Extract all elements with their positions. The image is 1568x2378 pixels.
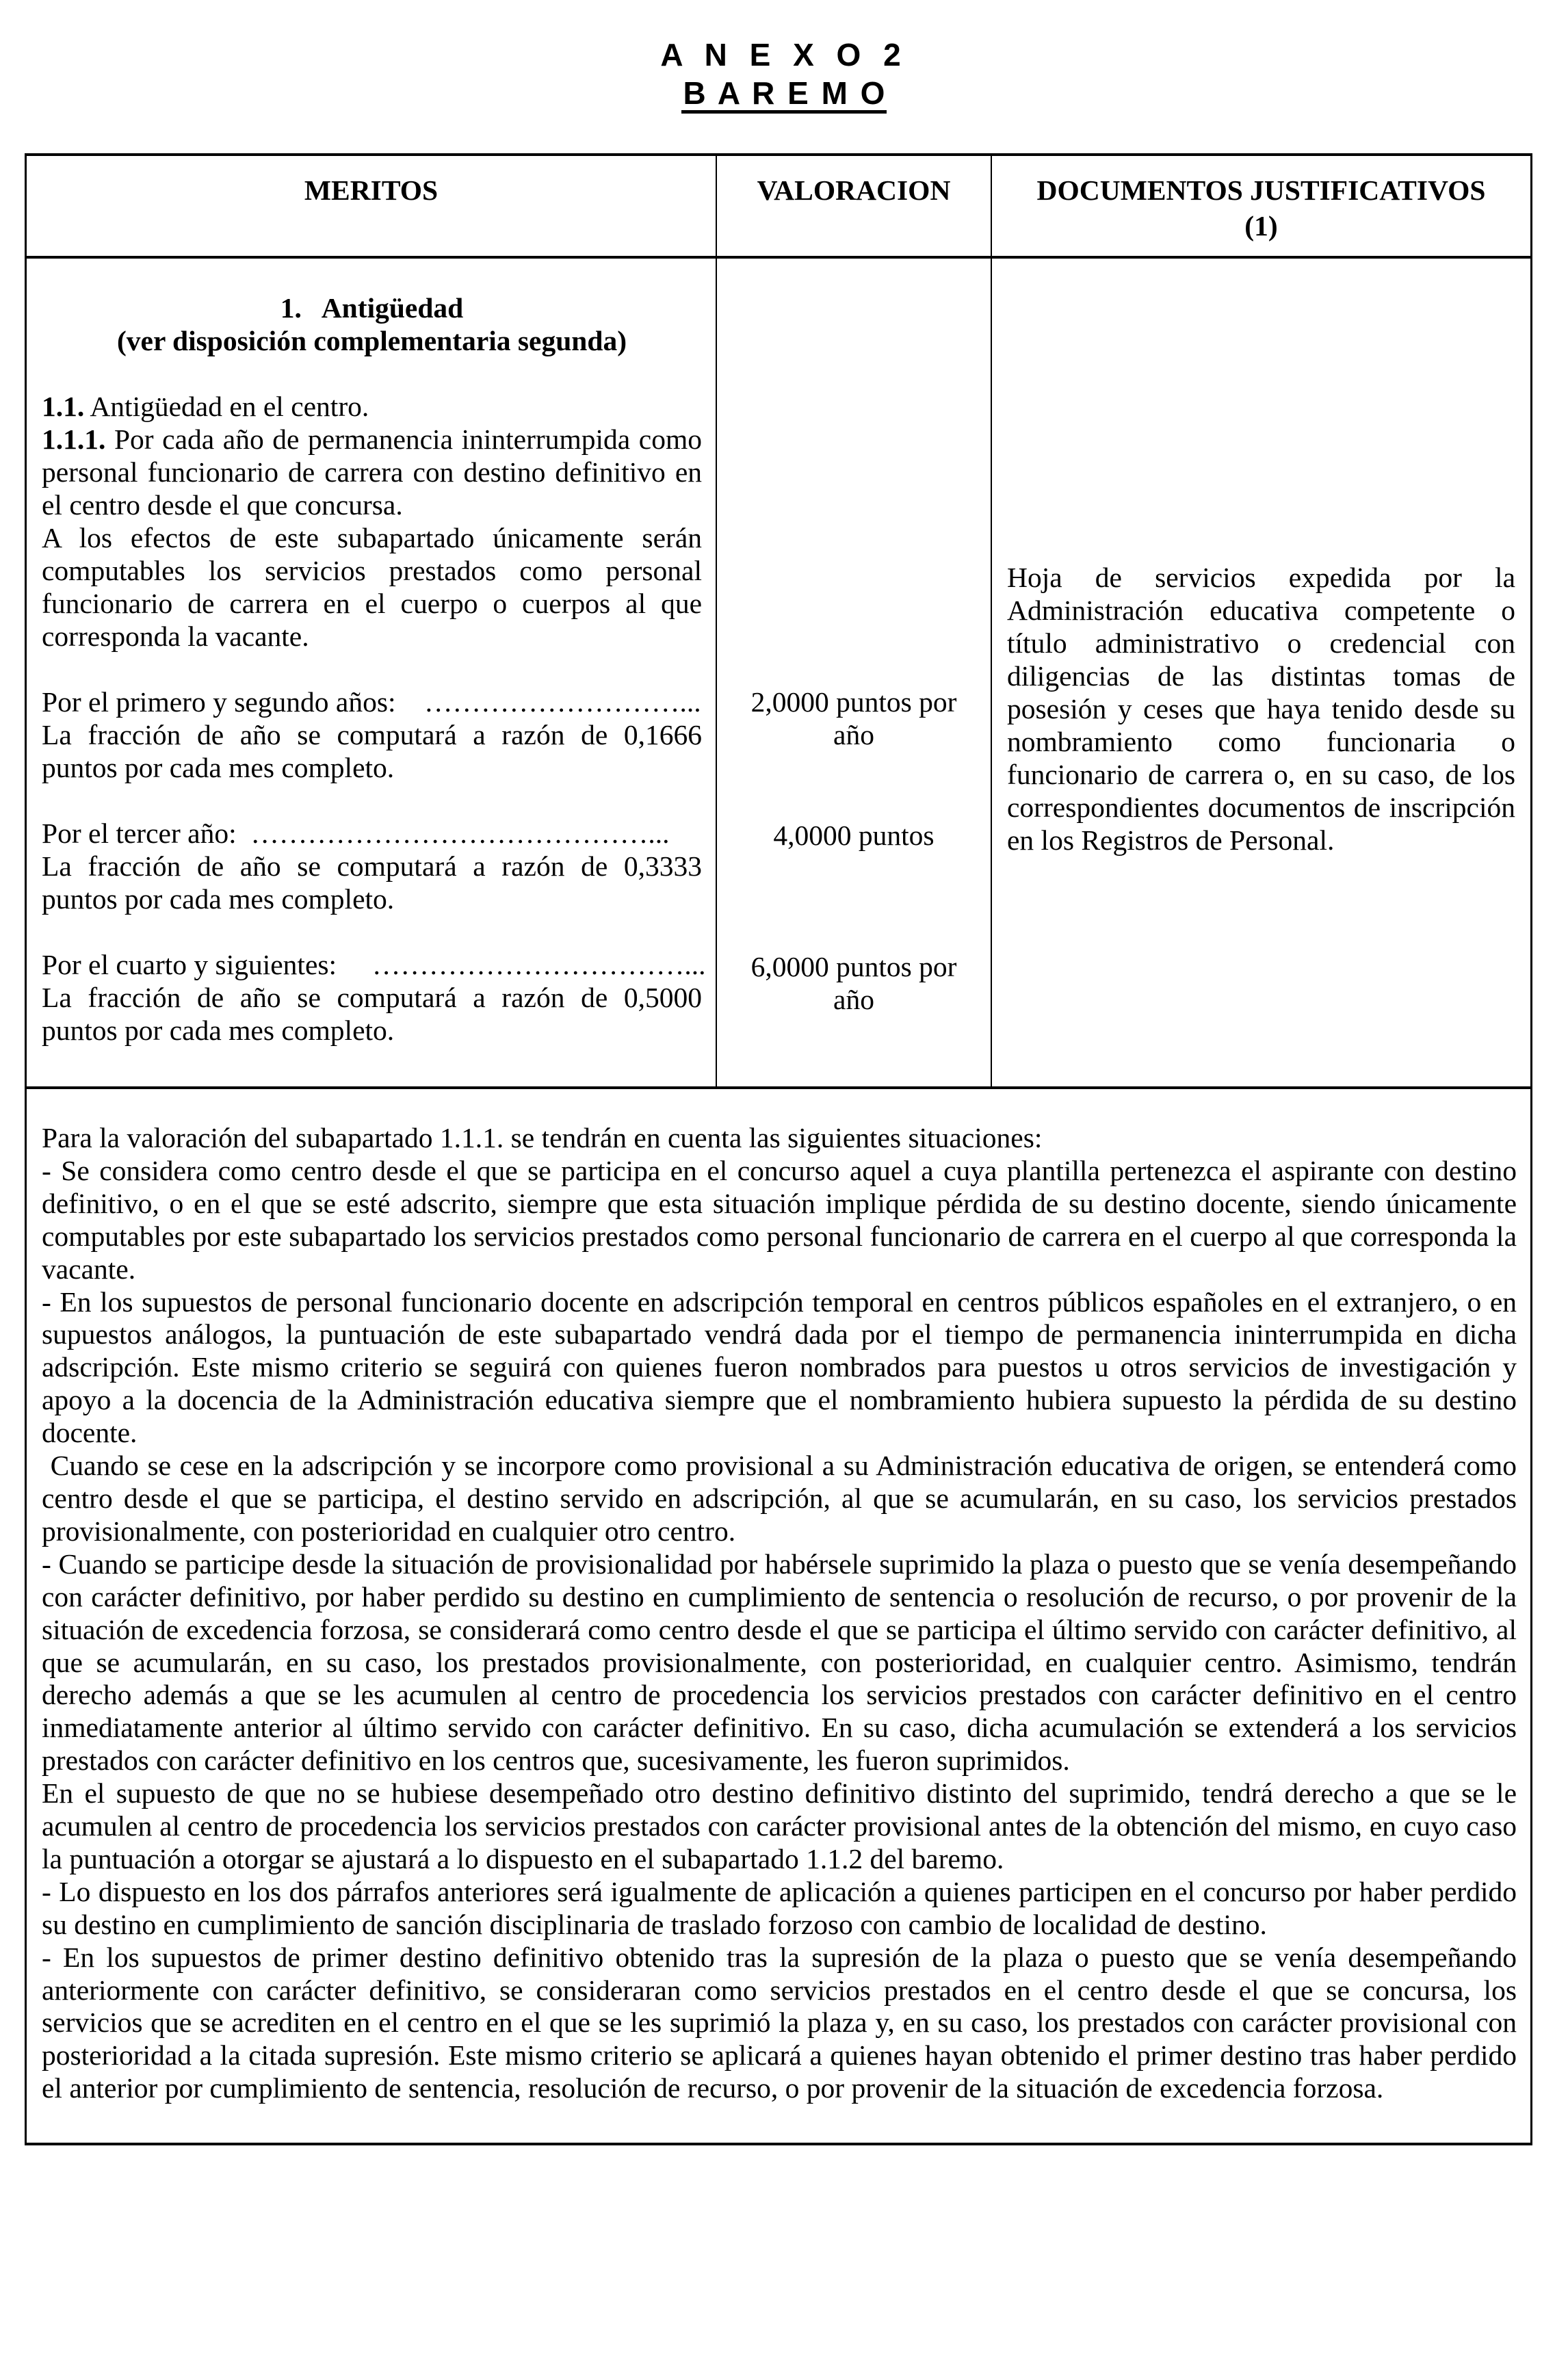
note-paragraph: Cuando se cese en la adscripción y se incorpore como provisional a su Administración educativa de origen, se entenderá como centro desde el que se participa, el destino servido en adscripción, al que se acumularán, en su caso, los servicios prestados provisionalmente, con posterioridad en cualquier otro centro. — [42, 1450, 1524, 1547]
section-title: 1. Antigüedad — [280, 292, 464, 324]
item-1-1-1-text: Por cada año de permanencia ininterrumpida como personal funcionario de carrera con destino definitivo en el centro desde el que concursa. — [42, 423, 702, 521]
table-row-antiguedad — [27, 257, 1530, 1089]
header-documentos — [992, 156, 1530, 256]
notes-row — [27, 1088, 1530, 2143]
table-header-row — [27, 156, 1530, 259]
item-1-1-number: 1.1. — [42, 391, 85, 422]
item-1-1 — [42, 390, 702, 423]
header-meritos-label: MERITOS — [304, 174, 439, 206]
valoracion-primero-line2: año — [833, 719, 874, 750]
baremo-table — [25, 153, 1532, 2145]
cuarto-fraction: La fracción de año se computará a razón de 0,5000 puntos por cada mes completo. — [42, 982, 702, 1046]
annex-title: A N E X O 2 — [660, 37, 908, 73]
valoracion-cuarto-line2: año — [833, 984, 874, 1015]
documentos-cell — [992, 257, 1530, 1086]
item-1-1-1 — [42, 423, 702, 521]
section-subtitle: (ver disposición complementaria segunda) — [116, 325, 627, 356]
note-paragraph: Para la valoración del subapartado 1.1.1. se tendrán en cuenta las siguientes situaciones: — [42, 1122, 1043, 1153]
note-paragraph: - En los supuestos de personal funcionario docente en adscripción temporal en centros públicos españoles en el extranjero, o en supuestos análogos, la puntuación de este subapartado vendrá dada por el tiempo de permanencia ininterrumpida en dicha adscripción. Este mismo criterio se seguirá con quienes fueron nombrados para puestos u otros servicios de investigación y apoyo a la docencia de la Administración educativa siempre que el nombramiento hubiera supuesto la pérdida de su destino docente. — [42, 1285, 1517, 1449]
baremo-title — [0, 74, 1568, 114]
primero-fraction: La fracción de año se computará a razón de 0,1666 puntos por cada mes completo. — [42, 719, 702, 783]
documentos-text: Hoja de servicios expedida por la Administración educativa competente o título administrativo o credencial con diligencias de las distintas tomas de posesión y ceses que haya tenido desde su nombramiento como funcionaria o funcionario de carrera o, en su caso, de los correspondientes documentos de inscripción en los Registros de Personal. — [1007, 562, 1515, 856]
valoracion-cuarto-line1: 6,0000 puntos por — [750, 951, 957, 982]
note-paragraph: En el supuesto de que no se hubiese desempeñado otro destino definitivo distinto del suprimido, tendrá derecho a que se le acumulen al centro de procedencia los servicios prestados con carácter provisional antes de la obtención del mismo, en cuyo caso la puntuación a otorgar se ajustará a lo dispuesto en el subapartado 1.1.2 del baremo. — [42, 1777, 1517, 1874]
valoracion-cell — [717, 257, 992, 1086]
item-1-1-text: Antigüedad en el centro. — [84, 391, 369, 422]
valoracion-primero-line1: 2,0000 puntos por — [750, 686, 957, 718]
item-1-1-1-number: 1.1.1. — [42, 423, 106, 455]
header-documentos-label: DOCUMENTOS JUSTIFICATIVOS — [1036, 174, 1486, 206]
cuarto-label: Por el cuarto y siguientes: ……………………………... — [42, 949, 706, 980]
tercero-label: Por el tercer año: ……………………………………... — [42, 818, 670, 849]
note-paragraph: - Lo dispuesto en los dos párrafos anteriores será igualmente de aplicación a quienes participen en el concurso por haber perdido su destino en cumplimiento de sanción disciplinaria de traslado forzoso con cambio de localidad de destino. — [42, 1875, 1517, 1940]
baremo-title-text: B A R E M O — [681, 76, 887, 114]
header-valoracion — [717, 156, 992, 256]
meritos-cell — [27, 257, 717, 1086]
efectos-text: A los efectos de este subapartado únicamente serán computables los servicios prestados como personal funcionario de carrera en el cuerpo o cuerpos al que corresponda la vacante. — [42, 522, 702, 652]
header-valoracion-label: VALORACION — [757, 174, 951, 206]
note-paragraph: - En los supuestos de primer destino definitivo obtenido tras la supresión de la plaza o puesto que se venía desempeñando anteriormente con carácter definitivo, se consideraran como servicios prestados en el centro desde el que se concursa, los servicios que se acrediten en el centro en el que se les suprimió la plaza y, en su caso, los prestados con carácter provisional con posterioridad a la citada supresión. Este mismo criterio se aplicará a quienes hayan obtenido el primer destino tras haber perdido el anterior por cumplimiento de sentencia, resolución de recurso, o por provenir de la situación de excedencia forzosa. — [42, 1941, 1517, 2104]
note-paragraph: - Se considera como centro desde el que se participa en el concurso aquel a cuya plantilla pertenezca el aspirante con destino definitivo, o en el que se esté adscrito, siempre que esta situación implique pérdida de su destino docente, siendo únicamente computables por este subapartado los servicios prestados como personal funcionario de carrera en el cuerpo al que corresponda la vacante. — [42, 1154, 1517, 1285]
primero-label: Por el primero y segundo años: ………………………... — [42, 686, 701, 718]
header-meritos — [27, 156, 717, 256]
header-documentos-note: (1) — [1244, 210, 1278, 241]
tercero-fraction: La fracción de año se computará a razón de 0,3333 puntos por cada mes completo. — [42, 850, 702, 915]
note-paragraph: - Cuando se participe desde la situación de provisionalidad por habérsele suprimido la plaza o puesto que se venía desempeñando con carácter definitivo, por haber perdido su destino en cumplimiento de sentencia o resolución de recurso, o por provenir de la situación de excedencia forzosa, se considerará como centro desde el que se participa el último servido con carácter definitivo, al que se acumularán, en su caso, los prestados provisionalmente, con posterioridad, en cualquier centro. Asimismo, tendrán derecho además a que se les acumulen al centro de procedencia los servicios prestados con carácter definitivo en el centro inmediatamente anterior al último servido con carácter definitivo. En su caso, dicha acumulación se extenderá a los servicios prestados con carácter definitivo en los centros que, sucesivamente, les fueron suprimidos. — [42, 1547, 1517, 1777]
valoracion-tercero: 4,0000 puntos — [773, 820, 935, 851]
